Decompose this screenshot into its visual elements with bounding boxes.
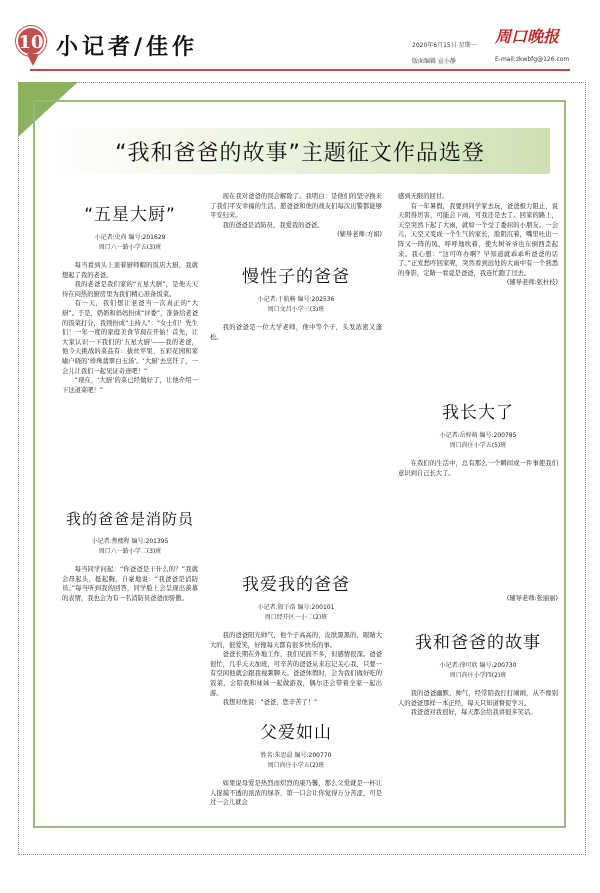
article-continued: [210, 192, 382, 240]
article-fatherly-love: [210, 718, 382, 808]
byline: 小记者:岳梓萌 编号:200785: [439, 432, 517, 439]
page-number-badge: 10: [16, 26, 46, 56]
article-body: [210, 779, 382, 808]
article-body: [398, 192, 558, 278]
article-body: [210, 192, 382, 230]
issue-date: 2020年6月15日 星期一: [412, 42, 477, 49]
byline: 小记者:于航畅 编号:202536: [257, 296, 335, 303]
bottom-dotted-rule: [18, 854, 586, 855]
paragraph: 每当看到头上顶着厨师帽的饭店大厨，我就想起了我的老爸。: [62, 262, 198, 279]
article-body: [210, 323, 382, 342]
paragraph: 有一年暑假，我要到同学家去玩，爸爸极力阻止，说天阴得厉害，可能会下雨，可我还是去了。回家的路上，天空突然下起了大雨，就如一个受了委屈的小朋友。一会儿，天空又变成一个生气的家长，脸阴沉着，嘴里吐出一阵又一阵的风，呼呼地吹着，使大树爷爷也东倒西歪起来。我心想：“这可咋办啊？早知道就乖乖听爸爸的话了。”正发愁咋回家呢，突然看到远处的大雨中有一个熟悉的身影，定睛一看竟是爸爸，我连忙跑了过去。: [398, 202, 558, 277]
paragraph: 爸爸长期在外地工作，我们见面不多，但感情很深。爸爸很忙，几乎天天加班，可辛苦的爸爸从来忘记关心我，只要一有空闲他就会跟我视频聊天。爸爸休假时，会为我们做好吃的饭菜，会陪我和妹妹一起做游戏，偶尔还会带着全家一起出游。: [210, 651, 382, 697]
article-title: 我长大了: [442, 403, 514, 423]
paragraph: 我的老爸是我们家的“五星大厨”，是他天天待在闷热的厨房里为我们精心准备饭菜。: [62, 281, 198, 298]
paragraph: 感到无限的回甘。: [398, 193, 449, 200]
page-headline: “我和爸爸的故事”主题征文作品选登: [115, 141, 485, 166]
article-love-my-dad: [210, 570, 382, 708]
article-five-star-chef: [62, 200, 198, 395]
paragraph: 我的爸爸幽默、帅气，经常陪我打打闹闹，从不像别人的爸爸那样一本正经，每天只知道督促学习。: [398, 690, 558, 707]
tutor-credit: (辅导老师:张丽丽): [506, 595, 558, 602]
header-divider: [30, 69, 570, 71]
article-slow-dad: [210, 262, 382, 342]
article-body: [62, 565, 198, 603]
paragraph: 我的爸爸是一位大学老师，他中等个子，头发浓密又蓬松。: [210, 324, 382, 341]
paragraph: 有一天，我们想让老爸当一次真正的“大厨”。于是，奶奶和妈妈扮成“评委”，准备给老爸的饭菜打分，我则扮成“主持人”：“女士们！先生们！一年一度的家庭美食节现在开始！首先，让大家认识一下我们的‘五星大厨’——我的老爸，他今天挑战的菜品有：拔丝苹果、五彩花园和家喻户晓的‘珍珠翡翠白玉汤’。‘大厨’去烹饪了，一会儿让我们一起见证奇迹吧！”: [62, 300, 198, 375]
byline: 小记者:殷子浩 编号:200101: [257, 604, 335, 611]
article-title: 我的爸爸是消防员: [65, 510, 194, 528]
article-title: 父爱如山: [260, 723, 332, 743]
article-firefighter-dad: [62, 508, 198, 603]
article-title: “五星大厨”: [84, 205, 176, 225]
article-body: [398, 459, 558, 478]
paragraph: 如果说母爱是热烈而炽烈的康乃馨，那么父爱就是一杯让人捉摸不透的浓浓的绿茶，第一口会让你觉得万分苦涩，可是过一会儿就会: [210, 780, 382, 807]
school: 周口尚庄小学五(5)班: [449, 442, 507, 449]
article-body: [398, 689, 558, 718]
byline: 小记者:史尚 编号:201629: [94, 234, 166, 241]
article-title: 我和爸爸的故事: [415, 633, 541, 653]
article-title: 我爱我的爸爸: [242, 575, 350, 595]
article-continued-right: [398, 192, 558, 288]
article-grown-up: [398, 398, 558, 478]
paragraph: 每当同学问起：“你爸爸是干什么的？”我就会昂起头，挺起胸，自豪地说：“我爸爸是消防员。”每当听到我的回答，同学脸上会呈现出羡慕的表情，我也会为有一名消防员爸爸而骄傲。: [62, 566, 198, 602]
byline: 姓名:朱思晨 编号:200770: [260, 752, 332, 759]
paragraph: 现在我对爸爸的误会解除了。我明白：是他们的坚守换来了我们平安幸福的生活。愿爸爸和他的战友们每次出警都能够平安归来。: [210, 193, 382, 220]
school: 周口尚庄小学四(2)班: [449, 672, 507, 679]
byline: 小记者:焦楼程 编号:201395: [91, 538, 169, 545]
school: 周口文昌小学三(3)班: [267, 306, 325, 313]
article-body: [210, 631, 382, 708]
article-title: 慢性子的爸爸: [242, 267, 350, 287]
school: 周口尚庄小学五(2)班: [267, 762, 325, 769]
school: 周口六一路小学五(3)班: [98, 244, 162, 251]
newspaper-logo: 周口晚报: [495, 27, 560, 46]
school: 周口六一路小学二(3)班: [98, 548, 162, 555]
paragraph: 在我们的生活中，总有那么一个瞬间或一件事使我们意识到自己长大了。: [398, 460, 558, 477]
paragraph: “现在，‘大厨’的菜已经做好了，让他介绍一下这道菜吧！”: [62, 377, 198, 394]
paragraph: 我想对他说：“爸爸，您辛苦了！”: [222, 699, 318, 707]
editor-credit: 版面编辑 宣小静: [412, 58, 456, 65]
paragraph: 我的爸爸是消防员，我爱我的爸爸。: [222, 221, 324, 229]
article-me-and-dad: [398, 628, 558, 718]
tutor-credit: (辅导老师:张杜枝): [506, 279, 558, 287]
section-title: 小记者/佳作: [56, 34, 199, 60]
tutor-credit: (辅导老师:方娟): [337, 231, 382, 239]
byline: 小记者:徐可欣 编号:200730: [439, 662, 517, 669]
paragraph: 我爸爸对我很好，每天都会给我讲很多笑话。: [410, 709, 537, 717]
school: 周口经开区一小二(2)班: [264, 614, 328, 621]
article-body: [62, 261, 198, 395]
email: E-mail:zkwbfg@126.com: [495, 56, 570, 63]
paragraph: 我的爸爸阳光帅气，他个子高高的，皮肤黑黑的，眼睛大大的，很爱笑，好像每天都有很多快乐的事。: [210, 632, 382, 649]
